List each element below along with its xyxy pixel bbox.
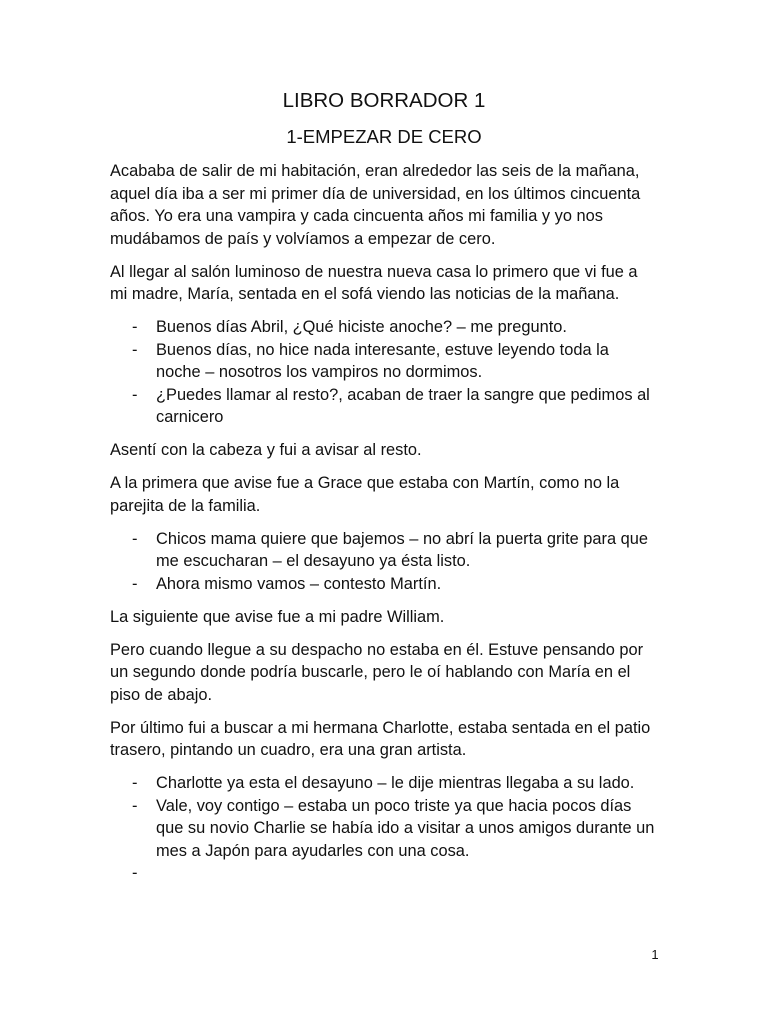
document-title: LIBRO BORRADOR 1 — [282, 89, 486, 112]
list-dash: - — [132, 864, 138, 882]
paragraph: Acababa de salir de mi habitación, eran alrededor las seis de la mañana, aquel día iba a ser mi primer día de universidad, en los últimos cincuenta años. Yo era una vampira y cada cincuenta años mi familia y yo nos mudábamos de país y volvíamos a empezar de cero. — [110, 162, 641, 248]
paragraph: La siguiente que avise fue a mi padre William. — [110, 607, 445, 626]
list-dash: - — [132, 529, 138, 548]
dialogue-item — [110, 573, 658, 596]
paragraph: Al llegar al salón luminoso de nuestra nueva casa lo primero que vi fue a mi madre, María, sentada en el sofá viendo las noticias de la mañana. — [110, 262, 638, 303]
page-content — [110, 86, 658, 895]
dialogue-list — [110, 772, 658, 885]
list-dash: - — [132, 774, 138, 792]
dialogue-item — [110, 384, 658, 429]
dialogue-list — [110, 528, 658, 596]
dialogue-text: Buenos días Abril, ¿Qué hiciste anoche? – me pregunto. — [156, 318, 567, 336]
page-number: 1 — [651, 947, 659, 962]
dialogue-text: ¿Puedes llamar al resto?, acaban de traer la sangre que pedimos al carnicero — [156, 385, 650, 426]
paragraph: A la primera que avise fue a Grace que estaba con Martín, como no la parejita de la familia. — [110, 474, 620, 515]
dialogue-text: Ahora mismo vamos – contesto Martín. — [156, 574, 442, 593]
chapter-title: 1-EMPEZAR DE CERO — [286, 126, 482, 147]
dialogue-text: Vale, voy contigo – estaba un poco triste ya que hacia pocos días que su novio Charlie se había ido a visitar a unos amigos durante un mes a Japón para ayudarles con una cosa. — [156, 796, 655, 860]
dialogue-item — [110, 528, 658, 573]
dialogue-list — [110, 316, 658, 429]
paragraph: Pero cuando llegue a su despacho no estaba en él. Estuve pensando por un segundo donde podría buscarle, pero le oí hablando con María en el piso de abajo. — [110, 640, 644, 704]
dialogue-item — [110, 316, 658, 339]
list-dash: - — [132, 385, 138, 404]
dialogue-text: Chicos mama quiere que bajemos – no abrí la puerta grite para que me escucharan – el desayuno ya ésta listo. — [156, 529, 649, 570]
list-dash: - — [132, 318, 138, 336]
list-dash: - — [132, 796, 138, 815]
paragraph: Asentí con la cabeza y fui a avisar al resto. — [110, 441, 422, 459]
list-dash: - — [132, 574, 138, 593]
paragraph: Por último fui a buscar a mi hermana Charlotte, estaba sentada en el patio trasero, pintando un cuadro, era una gran artista. — [110, 718, 651, 759]
dialogue-item — [110, 772, 658, 795]
dialogue-text: Charlotte ya esta el desayuno – le dije mientras llegaba a su lado. — [156, 774, 635, 792]
dialogue-item-empty — [110, 862, 658, 885]
dialogue-item — [110, 795, 658, 863]
list-dash: - — [132, 340, 138, 359]
dialogue-item — [110, 339, 658, 384]
dialogue-text: Buenos días, no hice nada interesante, estuve leyendo toda la noche – nosotros los vampiros no dormimos. — [156, 340, 609, 381]
